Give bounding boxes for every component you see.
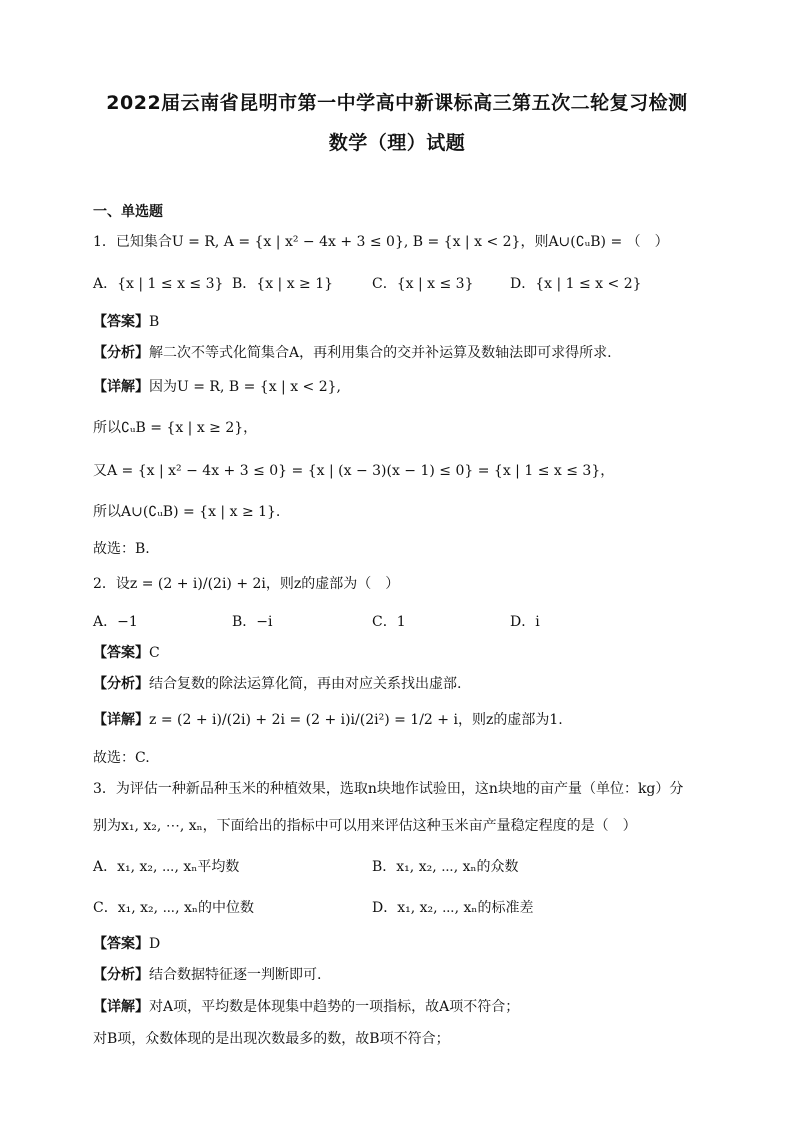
question-1-detail <box>93 377 341 397</box>
analysis-text: 结合数据特征逐一判断即可. <box>149 967 322 983</box>
question-1-answer <box>93 312 159 332</box>
section-heading: 一、单选题 <box>93 204 163 220</box>
analysis-tag: 【分析】 <box>93 676 149 692</box>
question-2-option-a: A．−1 <box>93 614 138 630</box>
analysis-tag: 【分析】 <box>93 345 149 361</box>
question-1-step-2: 又A = {x | x² − 4x + 3 ≤ 0} = {x | (x − 3)(x − 1) ≤ 0} = {x | 1 ≤ x ≤ 3}， <box>93 463 615 479</box>
question-1-step-3: 所以A∪(∁ᵤB) = {x | x ≥ 1}. <box>93 504 281 520</box>
question-3-detail <box>93 997 519 1017</box>
analysis-tag: 【分析】 <box>93 967 149 983</box>
question-3-option-a: A．x₁, x₂, ⋯, xₙ平均数 <box>93 859 240 875</box>
detail-tag: 【详解】 <box>93 379 149 395</box>
detail-text: 因为U = R, B = {x | x < 2}, <box>149 379 342 395</box>
question-2-analysis <box>93 674 461 694</box>
detail-text: z = (2 + i)/(2i) + 2i = (2 + i)i/(2i²) = 1/2 + i，则z的虚部为1. <box>149 712 563 728</box>
question-3-stem-line-1: 3．为评估一种新品种玉米的种植效果，选取n块地作试验田，这n块地的亩产量（单位：kg）分 <box>93 781 684 797</box>
answer-value: D <box>149 936 161 952</box>
question-3-answer <box>93 934 160 954</box>
question-3-option-c: C．x₁, x₂, ⋯, xₙ的中位数 <box>93 900 254 916</box>
question-2-option-d: D．i <box>510 614 540 630</box>
question-1-conclusion: 故选：B. <box>93 541 150 557</box>
analysis-text: 解二次不等式化简集合A，再利用集合的交并补运算及数轴法即可求得所求. <box>149 345 612 361</box>
question-2-option-b: B．−i <box>232 614 273 630</box>
question-3-option-b: B．x₁, x₂, ⋯, xₙ的众数 <box>372 859 519 875</box>
question-2-detail <box>93 710 563 730</box>
detail-text: 对A项，平均数是体现集中趋势的一项指标，故A项不符合； <box>149 999 520 1015</box>
answer-value: C <box>149 645 160 661</box>
question-3-analysis <box>93 965 321 985</box>
question-3-option-d: D．x₁, x₂, ⋯, xₙ的标准差 <box>372 900 534 916</box>
question-3-stem-line-2: 别为x₁, x₂, ⋯, xₙ，下面给出的指标中可以用来评估这种玉米亩产量稳定程度的是（ ） <box>93 818 637 834</box>
detail-tag: 【详解】 <box>93 999 149 1015</box>
question-1-analysis <box>93 343 612 363</box>
answer-value: B <box>149 314 160 330</box>
question-1-step-1: 所以∁ᵤB = {x | x ≥ 2}， <box>93 420 258 436</box>
question-1-option-c: C．{x | x ≤ 3} <box>372 276 474 292</box>
answer-tag: 【答案】 <box>93 314 149 330</box>
answer-tag: 【答案】 <box>93 645 149 661</box>
question-2-option-c: C．1 <box>372 614 406 630</box>
document-subtitle: 数学（理）试题 <box>328 132 466 154</box>
question-2-stem: 2．设z = (2 + i)/(2i) + 2i，则z的虚部为（ ） <box>93 576 400 592</box>
detail-tag: 【详解】 <box>93 712 149 728</box>
question-3-detail-b: 对B项，众数体现的是出现次数最多的数，故B项不符合； <box>93 1031 450 1047</box>
question-1-option-b: B．{x | x ≥ 1} <box>232 276 334 292</box>
question-1-option-d: D．{x | 1 ≤ x < 2} <box>510 276 642 292</box>
document-title: 2022届云南省昆明市第一中学高中新课标高三第五次二轮复习检测 <box>106 92 688 114</box>
answer-tag: 【答案】 <box>93 936 149 952</box>
question-2-conclusion: 故选：C. <box>93 750 150 766</box>
question-1-stem: 1．已知集合U = R, A = {x | x² − 4x + 3 ≤ 0}, B = {x | x < 2}，则A∪(∁ᵤB) = （ ） <box>93 234 669 250</box>
analysis-text: 结合复数的除法运算化简，再由对应关系找出虚部. <box>149 676 462 692</box>
question-2-answer <box>93 643 160 663</box>
question-1-option-a: A．{x | 1 ≤ x ≤ 3} <box>93 276 224 292</box>
